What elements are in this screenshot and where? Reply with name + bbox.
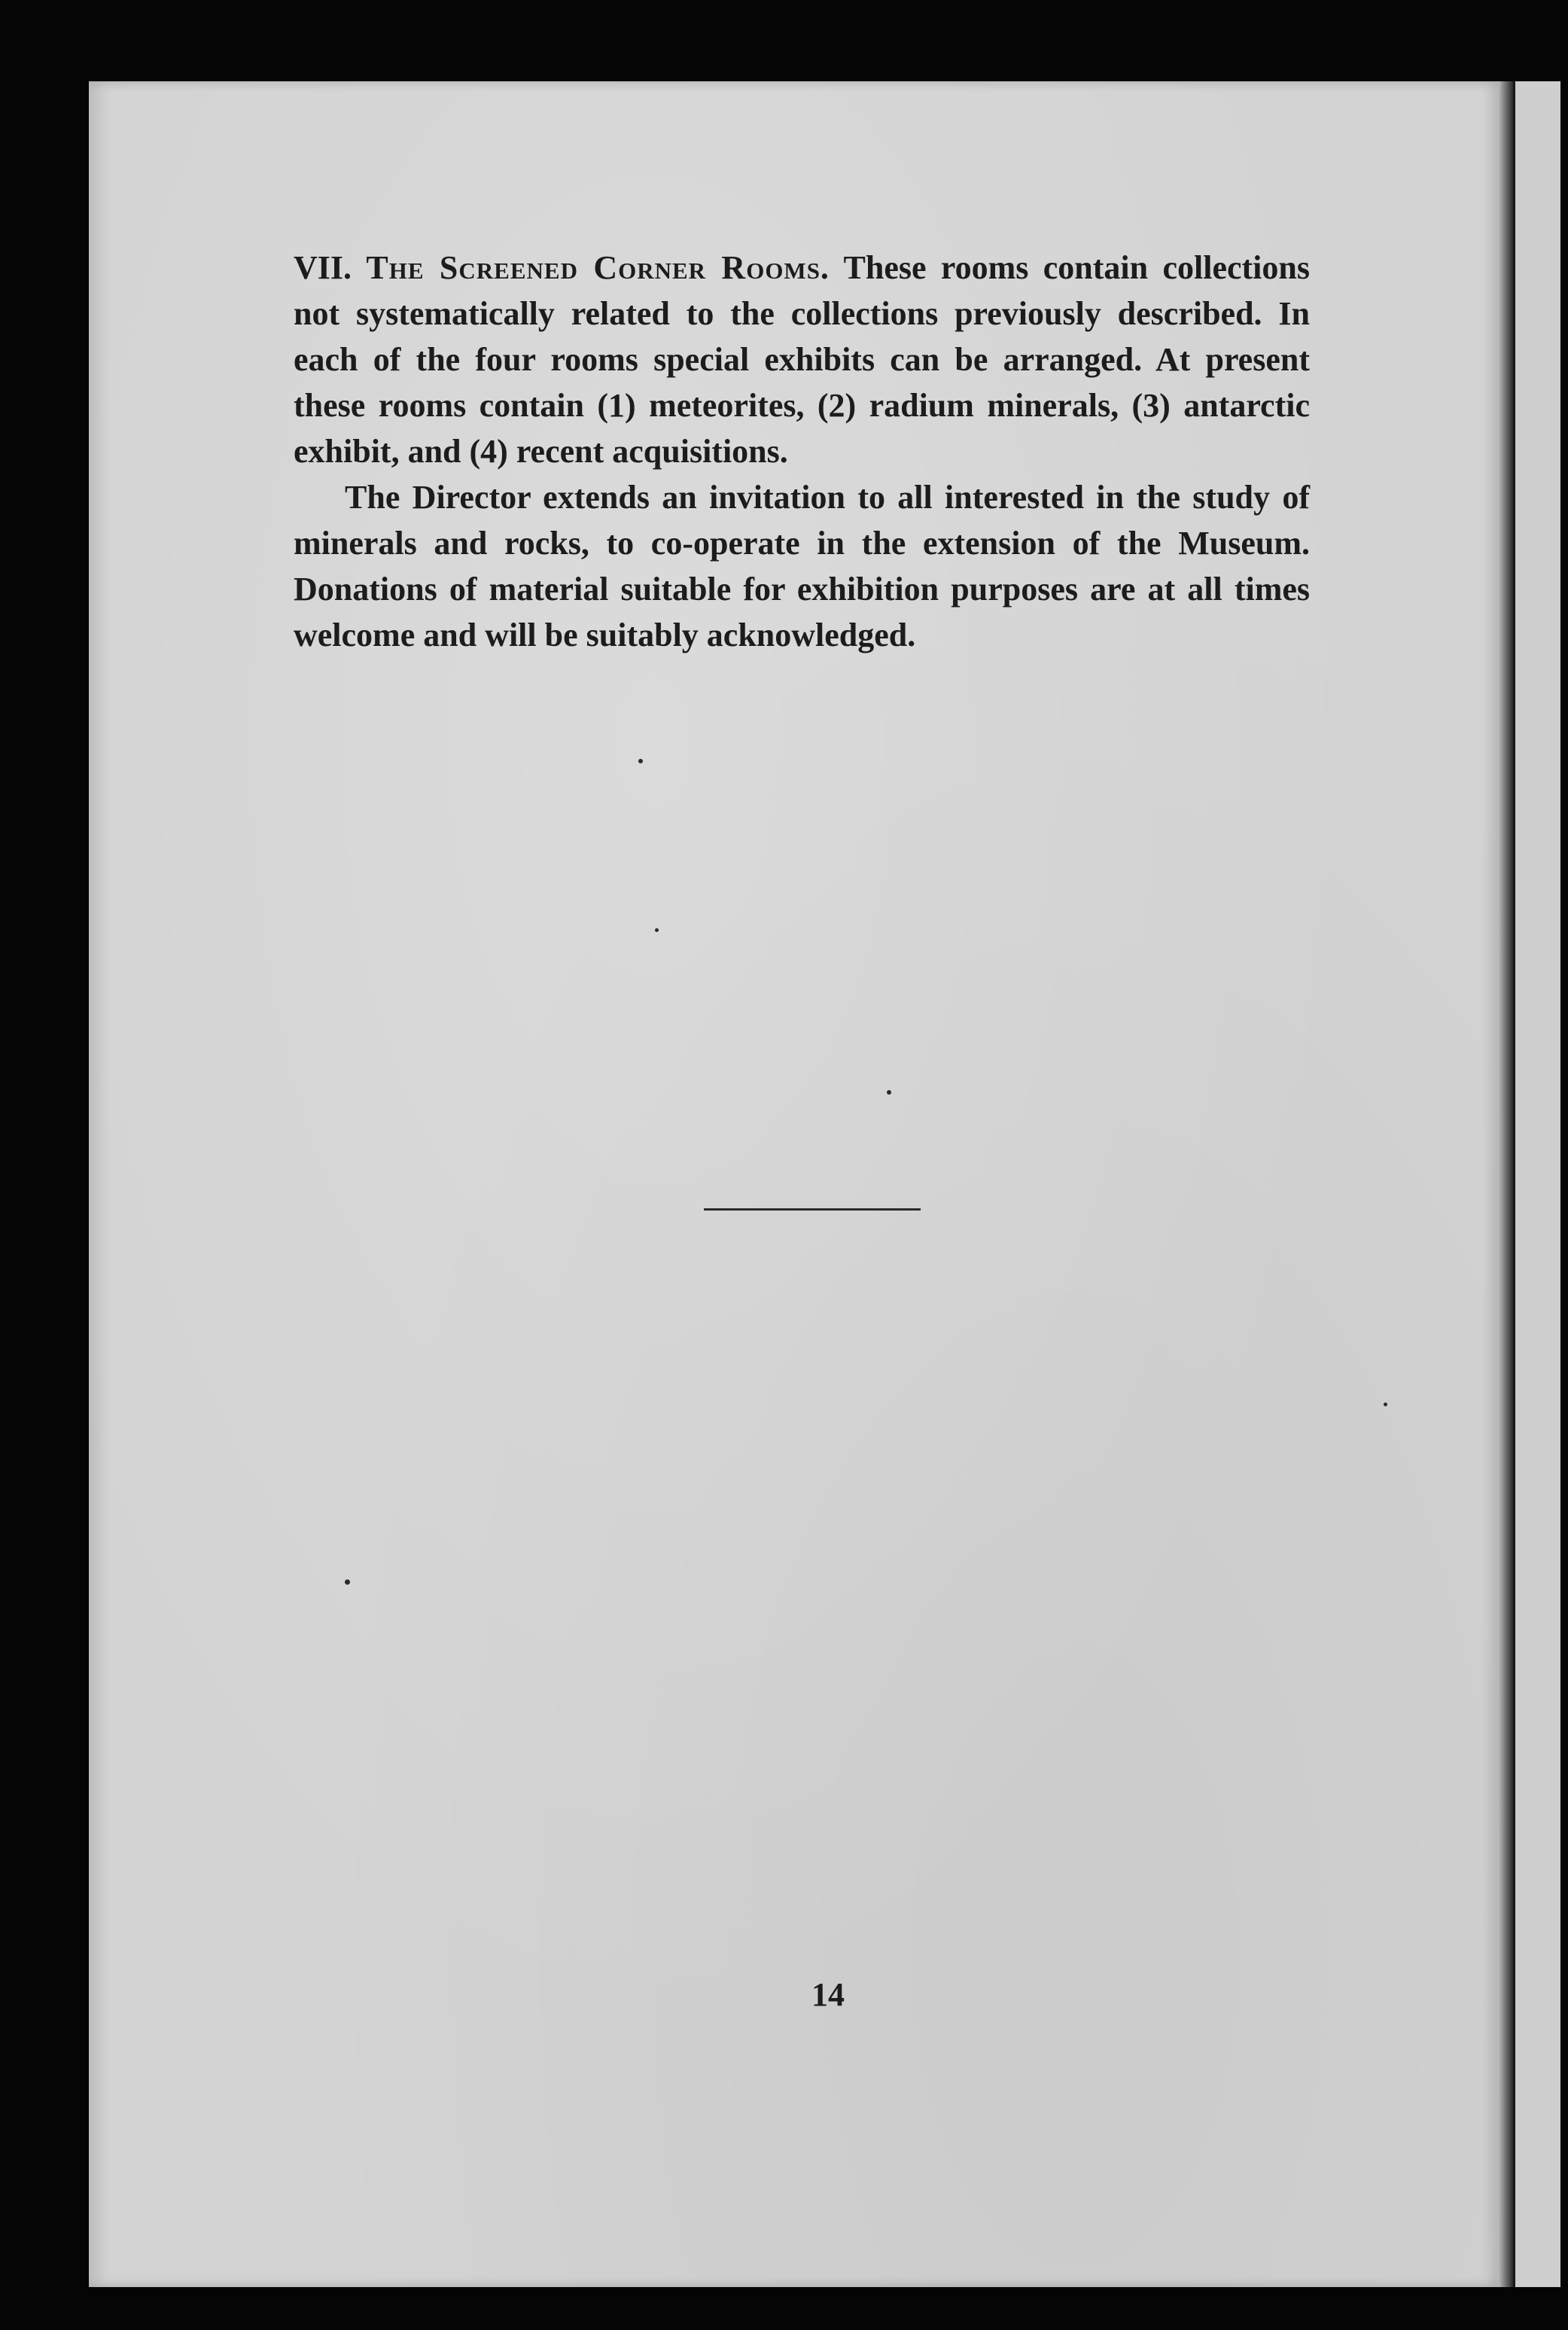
paragraph-invitation: The Director extends an invitation to all interested in the study of minerals and rocks, to co-operate in the extension of the Museum. Donations of material suitable for exhibition purposes are at all times welcome and will be suitably acknowledged. bbox=[294, 479, 1310, 653]
facing-page-edge bbox=[1513, 81, 1560, 2287]
paragraph-screened-corner-rooms bbox=[294, 245, 1310, 474]
paper-speck bbox=[638, 759, 643, 763]
paper-speck bbox=[345, 1579, 350, 1585]
section-numeral: VII. bbox=[294, 249, 352, 286]
page-text bbox=[294, 245, 1310, 658]
paper-speck bbox=[655, 928, 659, 932]
section-divider-rule bbox=[704, 1208, 921, 1211]
paragraph-1-body: These rooms contain collections not systematically related to the collections previously described. In each of the four rooms special exhibits can be arranged. At present these rooms contain (1) meteorites, (2) radium minerals, (3) antarctic exhibit, and (4) recent acquisitions. bbox=[294, 249, 1310, 470]
page-gutter bbox=[1498, 81, 1513, 2287]
paper-speck bbox=[887, 1090, 891, 1095]
section-heading: The Screened Corner Rooms. bbox=[366, 249, 830, 286]
page-number: 14 bbox=[811, 1976, 845, 2013]
paper-speck bbox=[1384, 1403, 1387, 1406]
